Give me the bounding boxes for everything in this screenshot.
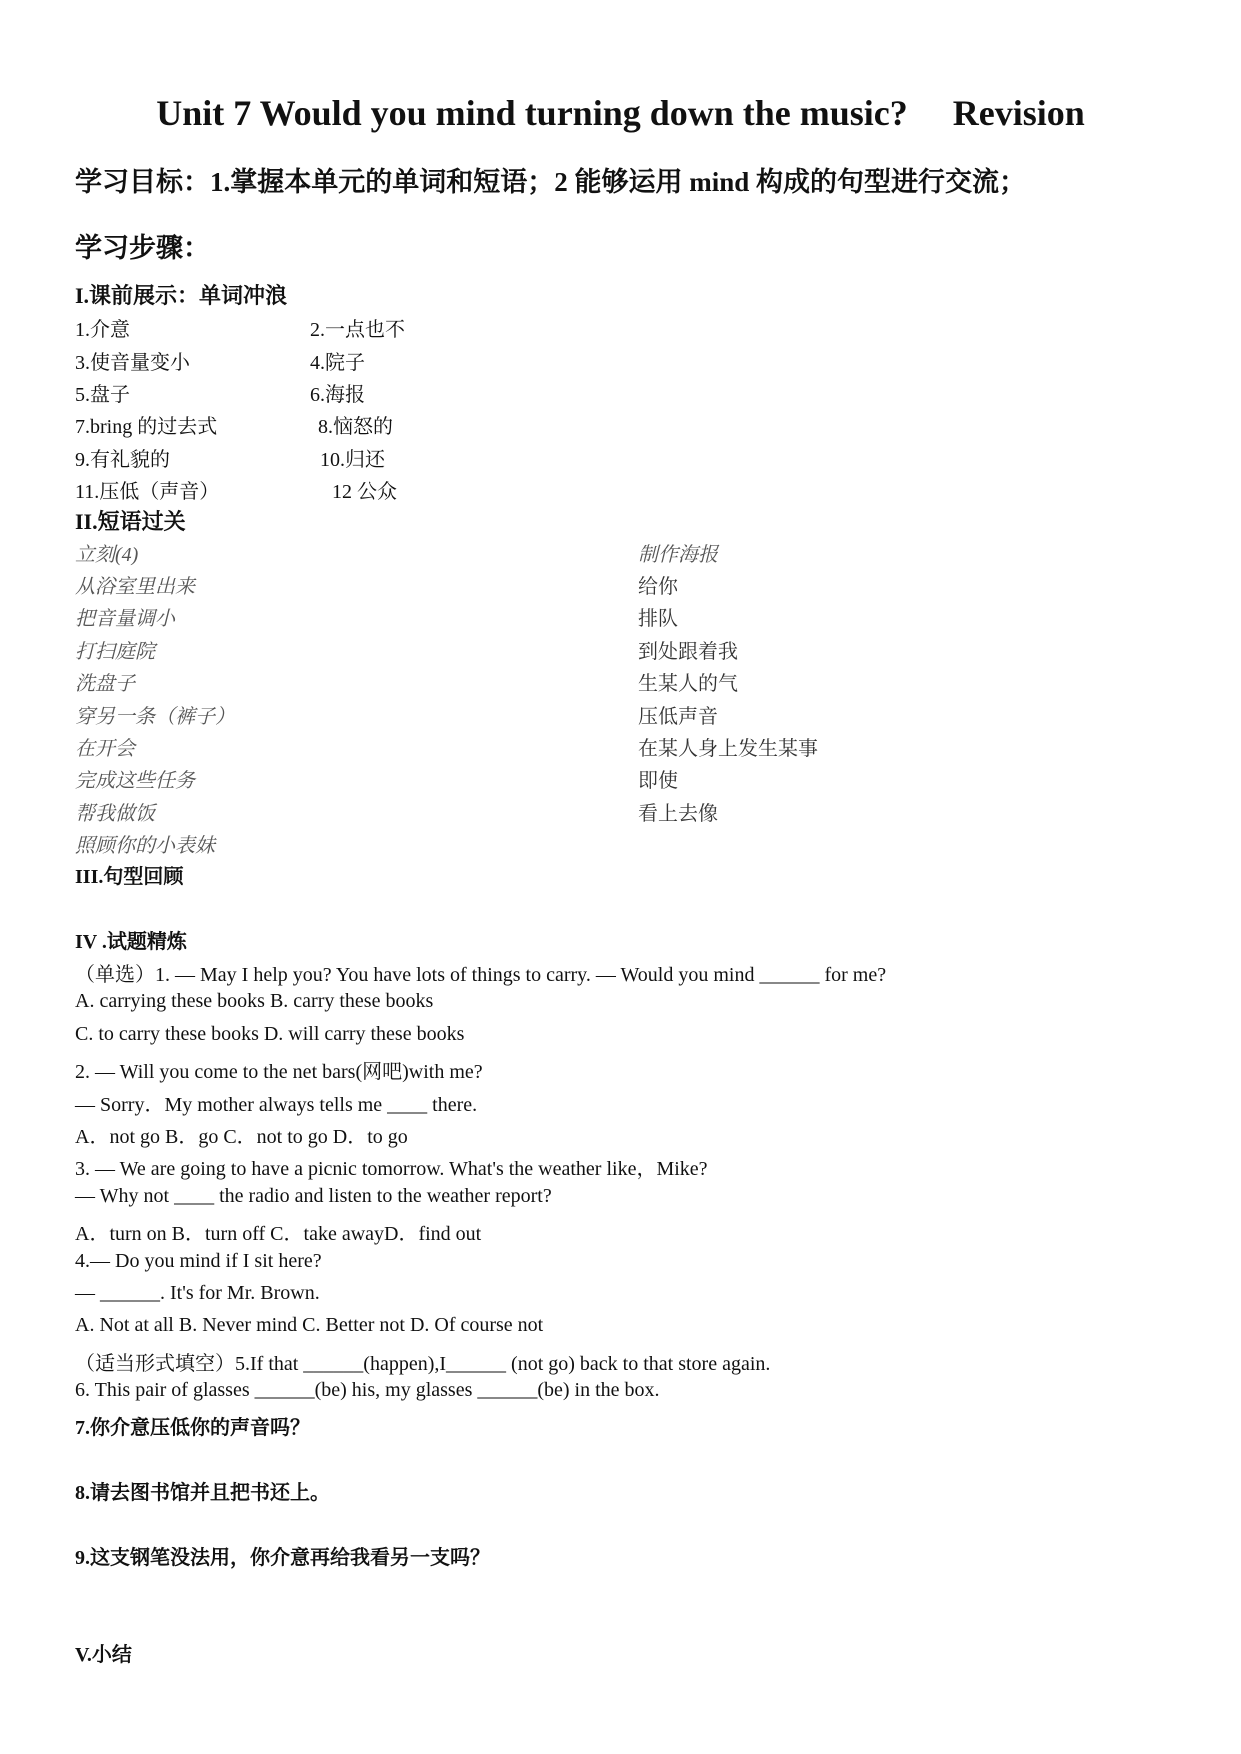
translation-question: 7.你介意压低你的声音吗？ xyxy=(75,1417,310,1439)
phrase-item: 生某人的气 xyxy=(638,673,738,695)
question-line: — Why not ____ the radio and listen to the weather report? xyxy=(75,1185,552,1207)
vocab-item: 8.恼怒的 xyxy=(318,416,393,438)
vocab-item: 2.一点也不 xyxy=(310,319,405,341)
question-line: — Sorry．My mother always tells me ____ there. xyxy=(75,1094,478,1116)
phrase-item: 制作海报 xyxy=(638,544,718,566)
phrase-item: 到处跟着我 xyxy=(638,641,738,663)
phrase-item: 在开会 xyxy=(75,738,135,760)
question-line: 2. — Will you come to the net bars(网吧)with me? xyxy=(75,1061,483,1083)
phrase-item: 把音量调小 xyxy=(75,608,175,630)
page-title: Unit 7 Would you mind turning down the music? Revision xyxy=(156,93,1085,133)
translation-question: 8.请去图书馆并且把书还上。 xyxy=(75,1482,330,1504)
vocab-item: 5.盘子 xyxy=(75,384,130,406)
section-3-heading: III.句型回顾 xyxy=(75,866,184,888)
question-line: C. to carry these books D. will carry these books xyxy=(75,1023,465,1045)
phrase-item: 在某人身上发生某事 xyxy=(638,738,818,760)
vocab-item: 3.使音量变小 xyxy=(75,352,190,374)
vocab-item: 6.海报 xyxy=(310,384,365,406)
translation-question: 9.这支钢笔没法用，你介意再给我看另一支吗？ xyxy=(75,1547,490,1569)
question-line: 3. — We are going to have a picnic tomorrow. What's the weather like，Mike? xyxy=(75,1158,708,1180)
phrase-item: 完成这些任务 xyxy=(75,770,195,792)
section-2-heading: II.短语过关 xyxy=(75,509,186,534)
learning-goal: 学习目标：1.掌握本单元的单词和短语；2 能够运用 mind 构成的句型进行交流； xyxy=(75,167,1027,197)
phrase-item: 穿另一条（裤子） xyxy=(75,706,235,728)
question-line: 4.— Do you mind if I sit here? xyxy=(75,1250,322,1272)
section-1-heading: I.课前展示：单词冲浪 xyxy=(75,283,288,308)
vocab-item: 11.压低（声音） xyxy=(75,481,220,503)
phrase-item: 照顾你的小表妹 xyxy=(75,835,215,857)
phrase-item: 排队 xyxy=(638,608,678,630)
section-5-heading: V.小结 xyxy=(75,1644,132,1666)
learning-steps: 学习步骤： xyxy=(75,233,210,263)
question-line: A. Not at all B. Never mind C. Better not D. Of course not xyxy=(75,1314,544,1336)
vocab-item: 7.bring 的过去式 xyxy=(75,416,218,438)
question-line: A．not go B．go C．not to go D．to go xyxy=(75,1126,408,1148)
question-line: A．turn on B．turn off C．take awayD．find out xyxy=(75,1223,482,1245)
phrase-item: 看上去像 xyxy=(638,803,718,825)
question-line: 6. This pair of glasses ______(be) his, my glasses ______(be) in the box. xyxy=(75,1379,660,1401)
question-line: — ______. It's for Mr. Brown. xyxy=(75,1282,320,1304)
vocab-item: 10.归还 xyxy=(320,449,385,471)
vocab-item: 4.院子 xyxy=(310,352,365,374)
phrase-item: 立刻(4) xyxy=(75,544,139,566)
question-line: （适当形式填空）5.If that ______(happen),I______ (not go) back to that store again. xyxy=(75,1353,771,1375)
phrase-item: 压低声音 xyxy=(638,706,718,728)
phrase-item: 帮我做饭 xyxy=(75,803,155,825)
phrase-item: 洗盘子 xyxy=(75,673,135,695)
phrase-item: 即使 xyxy=(638,770,678,792)
question-line: A. carrying these books B. carry these books xyxy=(75,990,434,1012)
question-line: （单选）1. — May I help you? You have lots of things to carry. — Would you mind ______ for me? xyxy=(75,964,887,986)
phrase-item: 从浴室里出来 xyxy=(75,576,195,598)
vocab-item: 1.介意 xyxy=(75,319,130,341)
section-4-heading: IV .试题精炼 xyxy=(75,931,187,953)
phrase-item: 给你 xyxy=(638,576,678,598)
vocab-item: 12 公众 xyxy=(332,481,397,503)
phrase-item: 打扫庭院 xyxy=(75,641,155,663)
vocab-item: 9.有礼貌的 xyxy=(75,449,170,471)
